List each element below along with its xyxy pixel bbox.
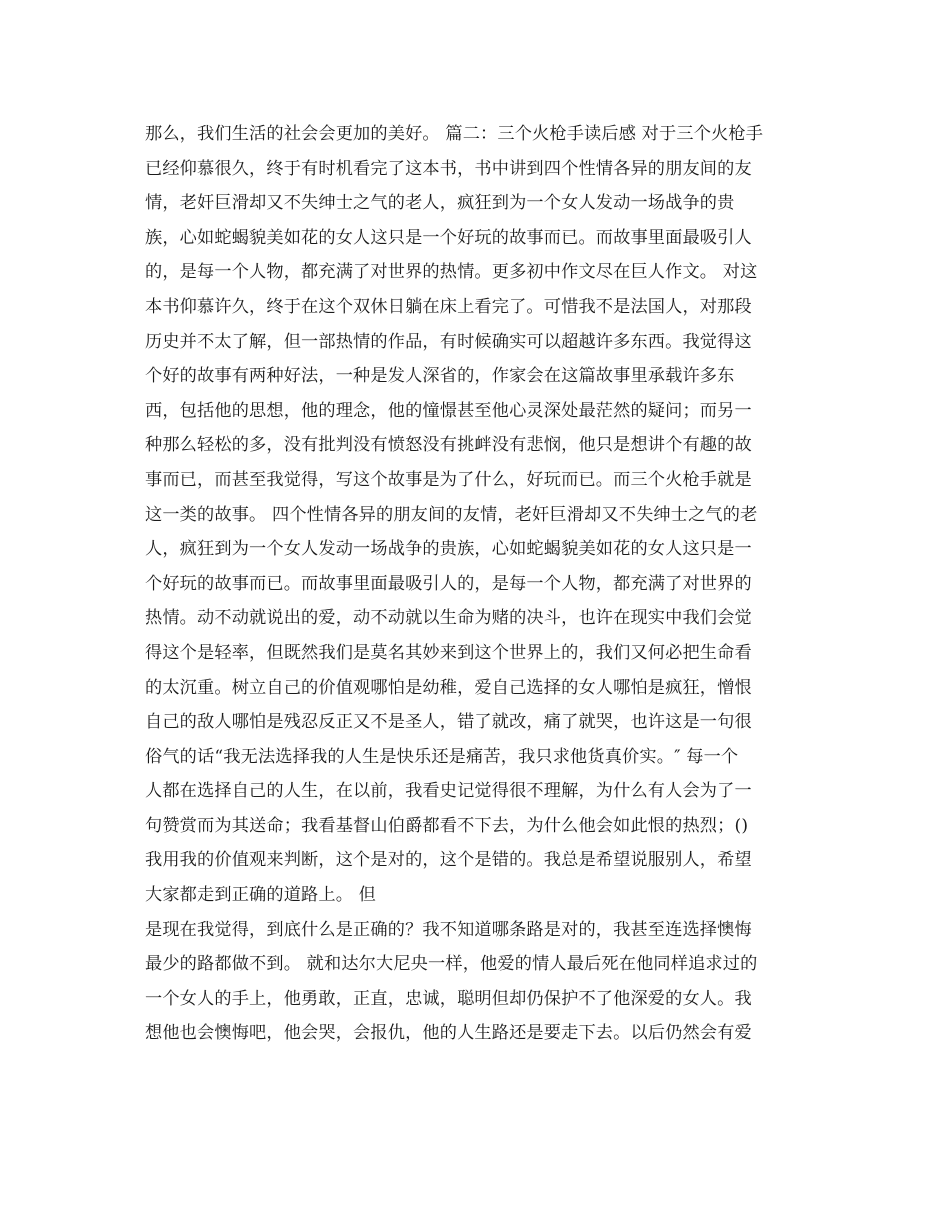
text-line: 个好玩的故事而已。而故事里面最吸引人的，是每一个人物，都充满了对世界的 bbox=[145, 573, 752, 594]
text-line: 想他也会懊悔吧，他会哭，会报仇，他的人生路还是要走下去。以后仍然会有爱 bbox=[145, 1023, 752, 1044]
text-line: 俗气的话“我无法选择我的人生是快乐还是痛苦，我只求他货真价实。″ 每一个 bbox=[145, 746, 739, 767]
text-line: 那么，我们生活的社会会更加的美好。 篇二：三个火枪手读后感 对于三个火枪手 bbox=[145, 124, 764, 144]
text-line: 热情。动不动就说出的爱，动不动就以生命为赌的决斗，也许在现实中我们会觉 bbox=[145, 608, 752, 629]
text-line: 历史并不太了解，但一部热情的作品，有时候确实可以超越许多东西。我觉得这 bbox=[145, 331, 752, 352]
text-line: 我用我的价值观来判断，这个是对的，这个是错的。我总是希望说服别人，希望 bbox=[145, 850, 752, 871]
text-line: 本书仰慕许久，终于在这个双休日躺在床上看完了。可惜我不是法国人，对那段 bbox=[145, 296, 752, 317]
text-line: 族，心如蛇蝎貌美如花的女人这只是一个好玩的故事而已。而故事里面最吸引人 bbox=[145, 227, 752, 248]
text-line: 事而已，而甚至我觉得，写这个故事是为了什么，好玩而已。而三个火枪手就是 bbox=[145, 469, 752, 490]
text-line: 一个女人的手上，他勇敢，正直，忠诚，聪明但却仍保护不了他深爱的女人。我 bbox=[145, 988, 752, 1009]
text-line: 的太沉重。树立自己的价值观哪怕是幼稚，爱自己选择的女人哪怕是疯狂，憎恨 bbox=[145, 677, 752, 698]
text-line: 大家都走到正确的道路上。 但 bbox=[145, 885, 377, 906]
text-line: 个好的故事有两种好法，一种是发人深省的，作家会在这篇故事里承载许多东 bbox=[145, 366, 735, 387]
text-line: 这一类的故事。 四个性情各异的朋友间的友情，老奸巨滑却又不失绅士之气的老 bbox=[145, 504, 758, 525]
text-line: 种那么轻松的多，没有批判没有愤怒没有挑衅没有悲悯，他只是想讲个有趣的故 bbox=[145, 435, 752, 456]
text-line: 是现在我觉得，到底什么是正确的？我不知道哪条路是对的，我甚至连选择懊悔 bbox=[145, 919, 752, 940]
text-line: 已经仰慕很久，终于有时机看完了这本书，书中讲到四个性情各异的朋友间的友 bbox=[145, 158, 752, 179]
text-line: 人都在选择自己的人生，在以前，我看史记觉得很不理解，为什么有人会为了一 bbox=[145, 781, 752, 802]
text-line: 人，疯狂到为一个女人发动一场战争的贵族，心如蛇蝎貌美如花的女人这只是一 bbox=[145, 539, 752, 560]
text-line: 最少的路都做不到。 就和达尔大尼央一样，他爱的情人最后死在他同样追求过的 bbox=[145, 954, 758, 975]
text-line: 句赞赏而为其送命；我看基督山伯爵都看不下去，为什么他会如此恨的热烈；() bbox=[145, 815, 749, 836]
text-line: 西，包括他的思想，他的理念，他的憧憬甚至他心灵深处最茫然的疑问；而另一 bbox=[145, 400, 752, 421]
text-line: 情，老奸巨滑却又不失绅士之气的老人，疯狂到为一个女人发动一场战争的贵 bbox=[145, 193, 735, 214]
body-text bbox=[145, 117, 815, 1051]
text-line: 得这个是轻率，但既然我们是莫名其妙来到这个世界上的，我们又何必把生命看 bbox=[145, 642, 752, 663]
text-line: 自己的敌人哪怕是残忍反正又不是圣人，错了就改，痛了就哭，也许这是一句很 bbox=[145, 712, 752, 733]
text-line: 的，是每一个人物，都充满了对世界的热情。更多初中作文尽在巨人作文。 对这 bbox=[145, 262, 758, 283]
